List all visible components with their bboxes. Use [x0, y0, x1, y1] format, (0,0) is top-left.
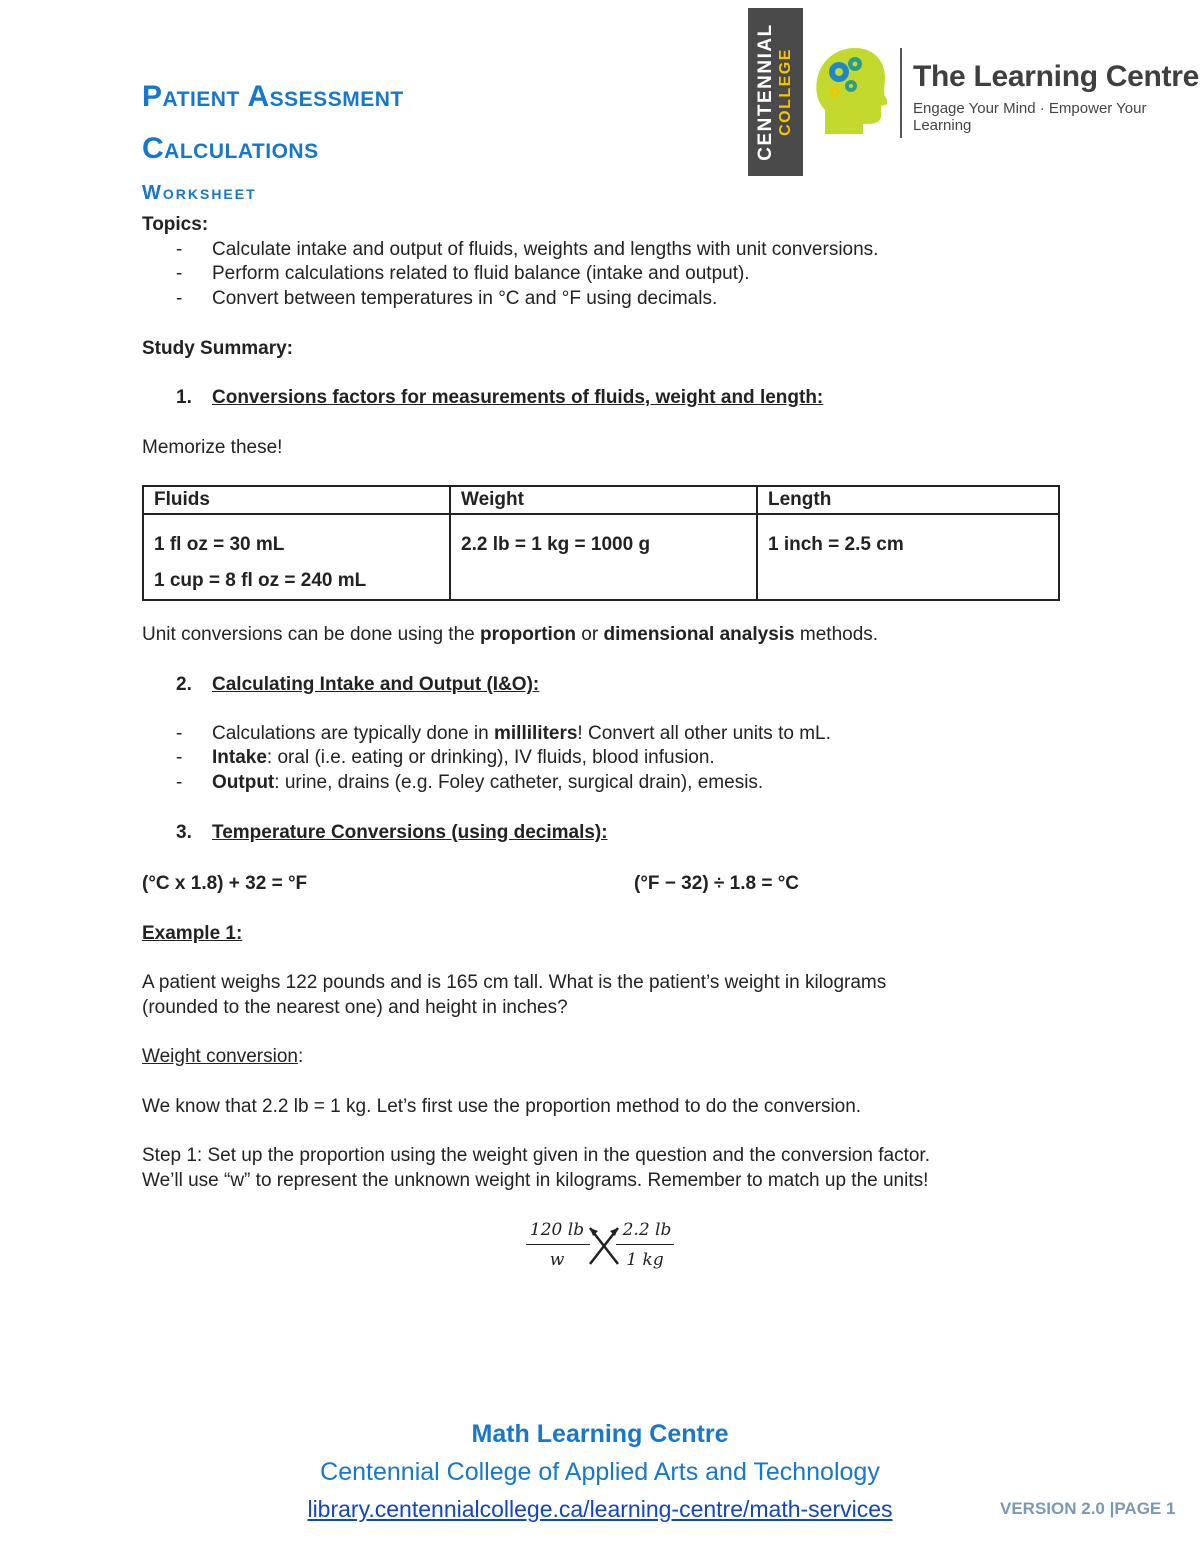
step1-line1: Step 1: Set up the proportion using the weight given in the question and the conversion factor.	[142, 1145, 930, 1166]
page-title-line2: Calculations	[142, 132, 319, 165]
footer-link[interactable]: library.centennialcollege.ca/learning-centre/math-services	[307, 1496, 893, 1522]
logo-tagline: Engage Your Mind · Empower Your Learning	[913, 100, 1147, 134]
page-title-line1: Patient Assessment	[142, 80, 404, 113]
table-header-length: Length	[757, 486, 1059, 514]
example1-question-line2: (rounded to the nearest one) and height in inches?	[142, 997, 568, 1018]
memorize-note: Memorize these!	[142, 437, 283, 458]
logo-band-line2: COLLEGE	[776, 48, 794, 136]
study-summary-heading: Study Summary:	[142, 338, 293, 359]
table-cell-length	[757, 514, 1059, 600]
logo-title: The Learning Centre	[913, 60, 1200, 93]
page-subtitle: Worksheet	[142, 182, 257, 204]
section3-title: Temperature Conversions (using decimals):	[212, 822, 608, 843]
proportion-equation	[520, 1214, 680, 1274]
table-cell-fluids	[143, 514, 450, 600]
table-header-row	[143, 486, 1059, 514]
logo-band-line1: CENTENNIAL	[754, 23, 776, 161]
logo-divider	[900, 48, 902, 138]
example1-heading: Example 1:	[142, 923, 243, 944]
example1-question-line1: A patient weighs 122 pounds and is 165 cm tall. What is the patient’s weight in kilograms	[142, 972, 887, 993]
formula-c-to-f: (°C x 1.8) + 32 = °F	[142, 873, 308, 894]
section2-number: 2.	[176, 674, 192, 695]
step1-line2: We’ll use “w” to represent the unknown weight in kilograms. Remember to match up the units!	[142, 1170, 929, 1191]
right-numerator: 2.2 lb	[622, 1220, 672, 1240]
weight-known-fact: We know that 2.2 lb = 1 kg. Let’s first use the proportion method to do the conversion.	[142, 1096, 862, 1117]
weight-conversion-heading: Weight conversion:	[142, 1046, 304, 1067]
right-denominator: 1 kg	[626, 1250, 664, 1270]
fluids-conversion-1: 1 fl oz = 30 mL	[154, 534, 285, 555]
fluids-conversion-2: 1 cup = 8 fl oz = 240 mL	[154, 570, 367, 591]
centennial-college-logo	[748, 8, 803, 176]
section3-number: 3.	[176, 822, 192, 843]
version-page-label: VERSION 2.0 |PAGE 1	[1000, 1499, 1176, 1518]
unit-conversion-note: Unit conversions can be done using the proportion or dimensional analysis methods.	[142, 624, 879, 645]
left-fraction-bar	[526, 1244, 590, 1245]
length-conversion: 1 inch = 2.5 cm	[768, 534, 904, 555]
section1-number: 1.	[176, 387, 192, 408]
footer-math-learning-centre: Math Learning Centre	[471, 1420, 729, 1448]
table-row	[143, 514, 1059, 600]
footer-college-name: Centennial College of Applied Arts and Technology	[320, 1458, 880, 1486]
table-header-fluids: Fluids	[143, 486, 450, 514]
section2-title: Calculating Intake and Output (I&O):	[212, 674, 540, 695]
weight-conversion: 2.2 lb = 1 kg = 1000 g	[461, 534, 651, 555]
conversion-table	[142, 485, 1060, 601]
right-fraction-bar	[616, 1244, 674, 1245]
topics-heading: Topics:	[142, 214, 209, 235]
left-numerator: 120 lb	[529, 1220, 585, 1240]
left-denominator: w	[549, 1250, 565, 1270]
section1-title: Conversions factors for measurements of fluids, weight and length:	[212, 387, 824, 408]
head-gears-icon	[815, 46, 887, 136]
table-header-weight: Weight	[450, 486, 757, 514]
cross-multiply-arrows-icon	[586, 1222, 622, 1268]
table-cell-weight	[450, 514, 757, 600]
formula-f-to-c: (°F − 32) ÷ 1.8 = °C	[634, 873, 800, 894]
